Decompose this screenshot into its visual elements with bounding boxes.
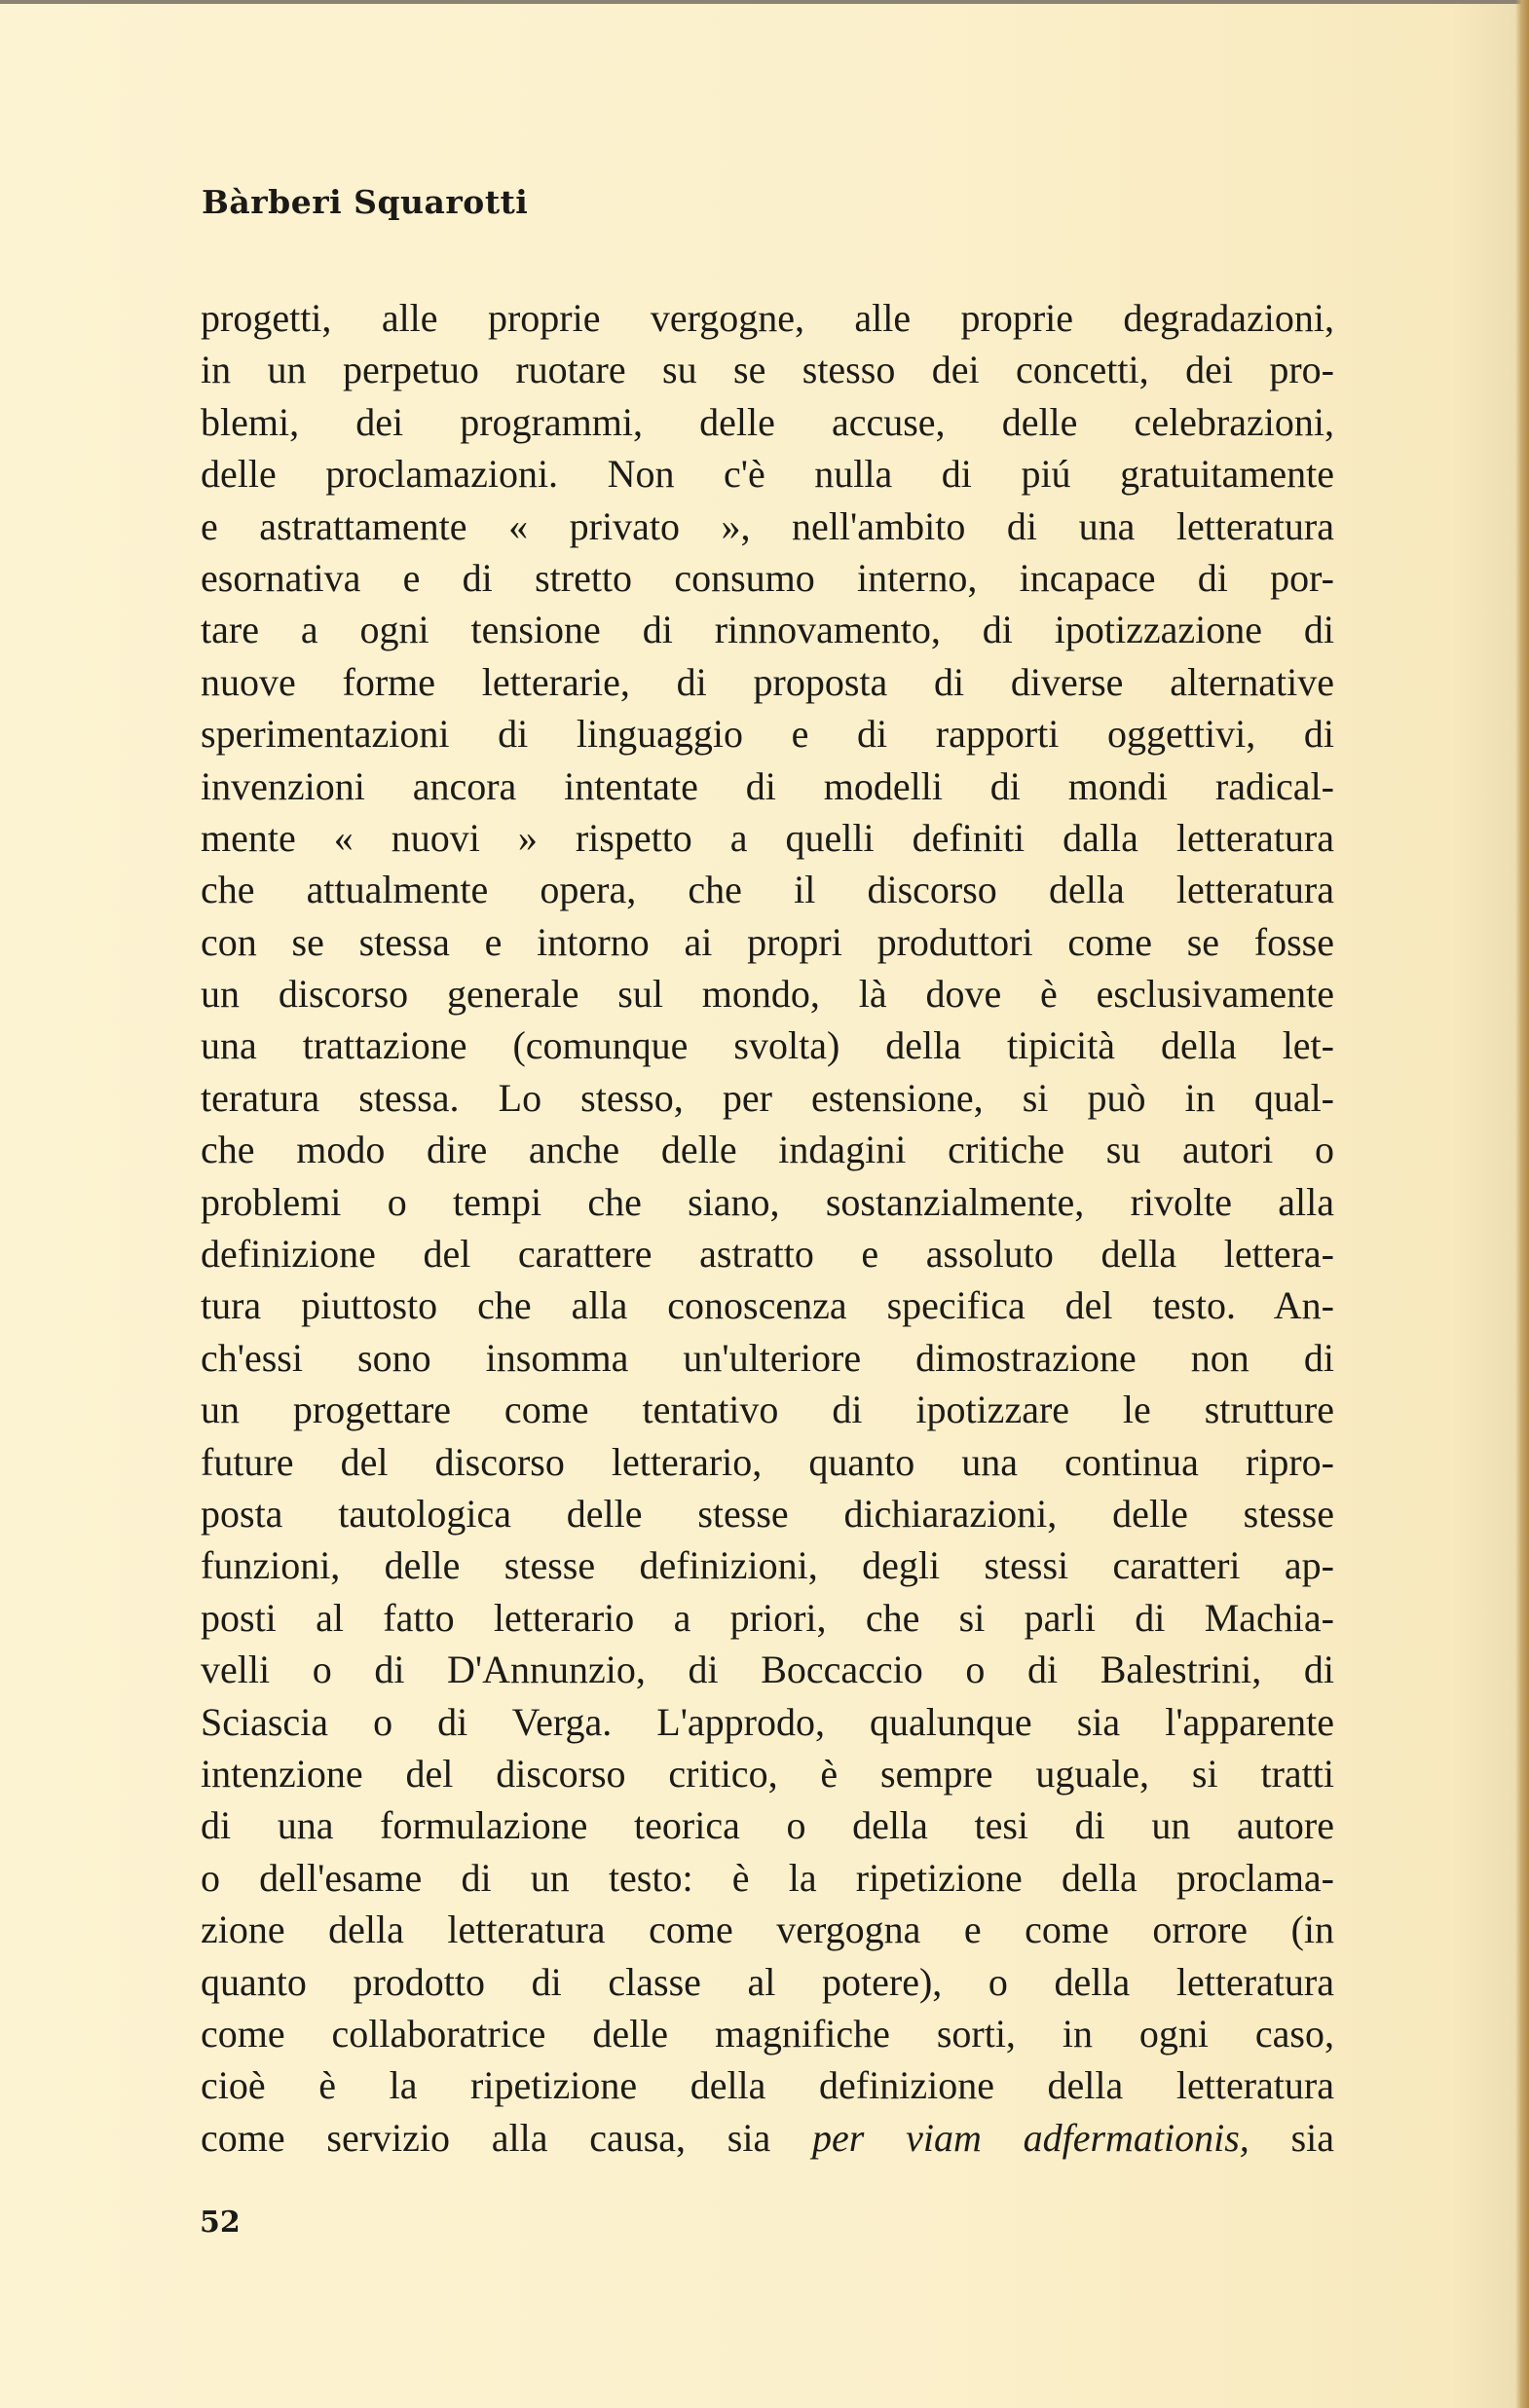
text-line: con se stessa e intorno ai propri produttori come se fosse xyxy=(201,919,1334,964)
last-line-after: sia xyxy=(1249,2115,1334,2160)
text-line: quanto prodotto di classe al potere), o della letteratura xyxy=(201,1959,1334,2004)
text-line: teratura stessa. Lo stesso, per estensione, si può in qual- xyxy=(201,1075,1334,1120)
text-line: progetti, alle proprie vergogne, alle proprie degradazioni, xyxy=(201,296,1334,340)
text-line: definizione del carattere astratto e assoluto della lettera- xyxy=(201,1232,1334,1277)
text-line-last xyxy=(201,2112,1334,2164)
text-line: in un perpetuo ruotare su se stesso dei concetti, dei pro- xyxy=(201,348,1334,392)
body-text xyxy=(201,292,1334,2164)
text-line: che modo dire anche delle indagini critiche su autori o xyxy=(201,1128,1334,1172)
text-line: future del discorso letterario, quanto una continua ripro- xyxy=(201,1439,1334,1484)
text-line: di una formulazione teorica o della tesi di un autore xyxy=(201,1803,1334,1848)
text-line: un progettare come tentativo di ipotizzare le strutture xyxy=(201,1388,1334,1432)
text-line: sperimentazioni di linguaggio e di rapporti oggettivi, di xyxy=(201,712,1334,757)
text-line: tare a ogni tensione di rinnovamento, di ipotizzazione di xyxy=(201,608,1334,652)
last-line-italic: per viam adfermationis, xyxy=(812,2115,1249,2160)
text-line: Sciascia o di Verga. L'approdo, qualunque sia l'apparente xyxy=(201,1699,1334,1744)
text-line: che attualmente opera, che il discorso della letteratura xyxy=(201,868,1334,912)
page-top-edge xyxy=(0,0,1529,4)
text-line: un discorso generale sul mondo, là dove è esclusivamente xyxy=(201,972,1334,1017)
text-line: come collaboratrice delle magnifiche sorti, in ogni caso, xyxy=(201,2011,1334,2056)
text-line: invenzioni ancora intentate di modelli di mondi radical- xyxy=(201,763,1334,808)
text-line: blemi, dei programmi, delle accuse, delle celebrazioni, xyxy=(201,399,1334,444)
text-line: zione della letteratura come vergogna e come orrore (in xyxy=(201,1908,1334,1952)
running-head-author: Bàrberi Squarotti xyxy=(202,183,529,221)
text-line: cioè è la ripetizione della definizione della letteratura xyxy=(201,2063,1334,2108)
page-number: 52 xyxy=(200,2205,241,2240)
text-line: esornativa e di stretto consumo interno, incapace di por- xyxy=(201,555,1334,600)
text-line: e astrattamente « privato », nell'ambito di una letteratura xyxy=(201,503,1334,548)
text-line: posta tautologica delle stesse dichiarazioni, delle stesse xyxy=(201,1491,1334,1536)
text-line: intenzione del discorso critico, è sempre uguale, si tratti xyxy=(201,1751,1334,1796)
last-line-before: come servizio alla causa, sia xyxy=(201,2115,812,2160)
text-line: problemi o tempi che siano, sostanzialmente, rivolte alla xyxy=(201,1179,1334,1224)
text-line: posti al fatto letterario a priori, che si parli di Machia- xyxy=(201,1595,1334,1640)
text-line: mente « nuovi » rispetto a quelli definiti dalla letteratura xyxy=(201,815,1334,860)
text-line: funzioni, delle stesse definizioni, degli stessi caratteri ap- xyxy=(201,1543,1334,1588)
text-line: tura piuttosto che alla conoscenza specifica del testo. An- xyxy=(201,1283,1334,1328)
text-line: delle proclamazioni. Non c'è nulla di piú gratuitamente xyxy=(201,452,1334,497)
text-line: una trattazione (comunque svolta) della tipicità della let- xyxy=(201,1023,1334,1068)
text-line: ch'essi sono insomma un'ulteriore dimostrazione non di xyxy=(201,1335,1334,1380)
page-right-edge xyxy=(1515,0,1529,2408)
text-line: o dell'esame di un testo: è la ripetizione della proclama- xyxy=(201,1855,1334,1900)
text-line: velli o di D'Annunzio, di Boccaccio o di Balestrini, di xyxy=(201,1648,1334,1692)
text-line: nuove forme letterarie, di proposta di diverse alternative xyxy=(201,659,1334,704)
